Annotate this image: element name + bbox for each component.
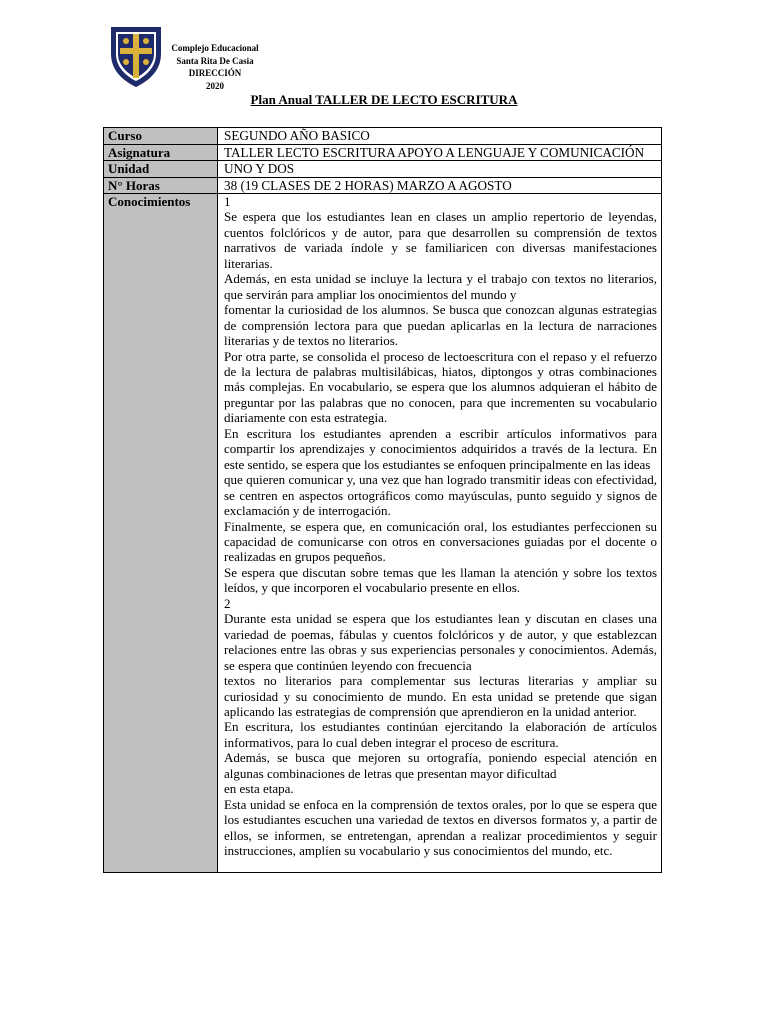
conocimientos-paragraph: que quieren comunicar y, una vez que han logrado transmitir ideas con efectividad, se centren en aspectos ortográficos como mayúsculas, punto seguido y signos de exclamación y de interrogación. xyxy=(224,472,657,519)
conocimientos-paragraph: Por otra parte, se consolida el proceso de lectoescritura con el repaso y el refuerzo de la lectura de palabras multisilábicas, hiatos, diptongos y otras combinaciones más complejas. En vocabulario, se espera que los alumnos adquieran el hábito de preguntar por las palabras que no conocen, para que incrementen su vocabulario diariamente con esta estrategia. xyxy=(224,348,657,426)
value-curso: SEGUNDO AÑO BASICO xyxy=(218,128,662,145)
conocimientos-paragraph: Esta unidad se enfoca en la comprensión de textos orales, por lo que se espera que los estudiantes escuchen una variedad de textos en diversos formatos y, a partir de ellos, se informen, se entretengan, aprendan a realizar procedimientos y seguir instrucciones, amplíen su vocabulario y sus conocimientos del mundo, etc. xyxy=(224,796,657,859)
school-crest-logo xyxy=(108,24,164,88)
conocimientos-paragraph: en esta etapa. xyxy=(224,781,294,797)
value-conocimientos xyxy=(218,194,662,873)
school-line-3: DIRECCIÓN xyxy=(188,68,242,78)
conocimientos-paragraph: Finalmente, se espera que, en comunicación oral, los estudiantes perfeccionen su capacidad de comunicarse con otros en conversaciones guiadas por el docente o realizadas en grupos pequeños. xyxy=(224,518,657,565)
conocimientos-paragraph: fomentar la curiosidad de los alumnos. Se busca que conozcan algunas estrategias de comprensión lectora para que puedan aplicarlas en la lectura de narraciones literarias y de textos no literarios. xyxy=(224,302,657,349)
conocimientos-paragraph: Además, se busca que mejoren su ortografía, poniendo especial atención en algunas combinaciones de letras que presentan mayor dificultad xyxy=(224,750,657,781)
value-horas: 38 (19 CLASES DE 2 HORAS) MARZO A AGOSTO xyxy=(218,177,662,194)
conocimientos-paragraph: textos no literarios para complementar sus lecturas literarias y ampliar su curiosidad y su conocimiento de mundo. En esta unidad se pretende que sigan aplicando las estrategias de comprensión que aprendieron en la unidad anterior. xyxy=(224,673,657,719)
row-curso xyxy=(104,128,662,145)
school-line-4: 2020 xyxy=(206,80,224,91)
document-title: Plan Anual TALLER DE LECTO ESCRITURA xyxy=(250,92,518,107)
school-name-block xyxy=(160,42,270,92)
conocimientos-paragraph: Durante esta unidad se espera que los estudiantes lean y discutan en clases una variedad de poemas, fábulas y cuentos folclóricos y de autor, y que establezcan relaciones entre las obras y sus experiencias personales y conocimientos. Además, se espera que continúen leyendo con frecuencia xyxy=(224,611,657,673)
label-conocimientos: Conocimientos xyxy=(104,194,218,873)
row-horas xyxy=(104,177,662,194)
conocimientos-paragraph: Se espera que los estudiantes lean en clases un amplio repertorio de leyendas, cuentos folclóricos y de autor, para que desarrollen su comprensión de textos narrativos de variada índole y se familiaricen con diversas manifestaciones literarias. xyxy=(224,209,657,271)
label-asignatura: Asignatura xyxy=(104,144,218,161)
label-horas: N° Horas xyxy=(104,177,218,194)
school-line-2: Santa Rita De Casia xyxy=(176,55,254,66)
value-unidad: UNO Y DOS xyxy=(218,161,662,178)
plan-table xyxy=(103,127,662,873)
row-conocimientos xyxy=(104,194,662,873)
row-unidad xyxy=(104,161,662,178)
row-asignatura xyxy=(104,144,662,161)
conocimientos-paragraph: 1 xyxy=(224,194,231,209)
conocimientos-paragraph: Además, en esta unidad se incluye la lectura y el trabajo con textos no literarios, que servirán para ampliar los onocimientos del mundo y xyxy=(224,271,657,302)
conocimientos-paragraph: En escritura los estudiantes aprenden a escribir artículos informativos para compartir los aprendizajes y conocimientos adquiridos a través de la lectura. En este sentido, se espera que los estudiantes se enfoquen principalmente en las ideas xyxy=(224,425,657,472)
conocimientos-paragraph: 2 xyxy=(224,595,231,611)
conocimientos-paragraph: Se espera que discutan sobre temas que les llaman la atención y sobre los textos leídos, y que incorporen el vocabulario presente en ellos. xyxy=(224,564,657,596)
value-asignatura: TALLER LECTO ESCRITURA APOYO A LENGUAJE Y COMUNICACIÓN xyxy=(218,144,662,161)
label-curso: Curso xyxy=(104,128,218,145)
document-header xyxy=(108,24,308,94)
label-unidad: Unidad xyxy=(104,161,218,178)
conocimientos-paragraph: En escritura, los estudiantes continúan ejercitando la elaboración de artículos informativos, para lo cual deben integrar el proceso de escritura. xyxy=(224,719,657,750)
school-line-1: Complejo Educacional xyxy=(171,43,259,53)
